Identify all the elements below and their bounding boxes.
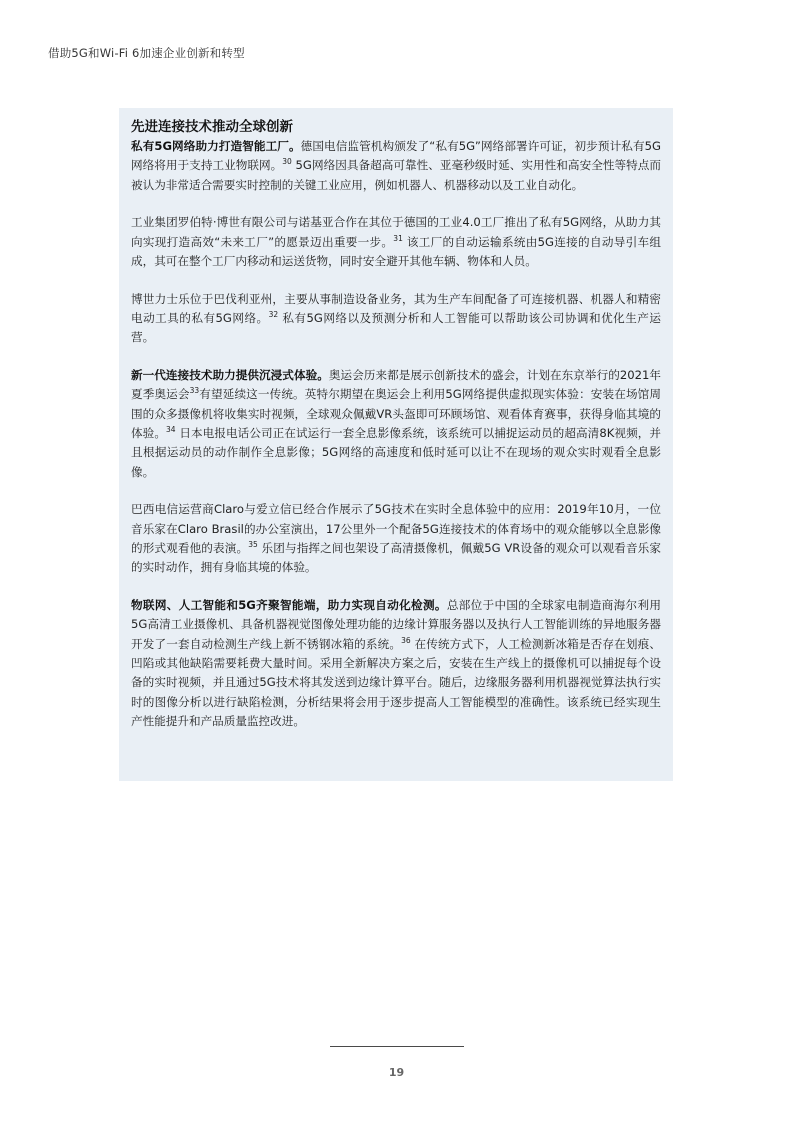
paragraph-text: 乐团与指挥之间也架设了高清摄像机，佩戴5G VR设备的观众可以观看音乐家的实时动作，拥有身临其境的体验。 [131, 541, 661, 575]
paragraph-text: 奥运会历来都是展示创新技术的盛会，计划在东京举行的2021年夏季奥运会 [131, 368, 661, 402]
footnote-ref-31[interactable]: 31 [393, 233, 403, 243]
paragraph-text: 日本电报电话公司正在试运行一套全息影像系统，该系统可以捕捉运动员的超高清8K视频，并且根据运动员的动作制作全息影像；5G网络的高速度和低时延可以让不在现场的观众实时观看全息影像。 [131, 426, 661, 479]
footnote-ref-33[interactable]: 33 [189, 386, 200, 396]
footnote-ref-30[interactable]: 30 [282, 157, 292, 167]
paragraph-private-5g-smart-factory [131, 137, 661, 195]
paragraph-text: 博世力士乐位于巴伐利亚州，主要从事制造设备业务，其为生产车间配备了可连接机器、机器人和精密电动工具的私有5G网络。 [131, 291, 661, 326]
paragraph-text: 工业集团罗伯特·博世有限公司与诺基亚合作在其位于德国的工业4.0工厂推出了私有5G网络，从助力其向实现打造高效“未来工厂”的愿景迈出重要一步。 [131, 215, 661, 249]
page-number: 19 [388, 1066, 405, 1079]
paragraph-lead: 私有5G网络助力打造智能工厂。 [131, 139, 301, 153]
paragraph-bosch-nokia [131, 213, 661, 271]
paragraph-claro-ericsson [131, 500, 661, 577]
paragraph-text: 德国电信监管机构颁发了“私有5G”网络部署许可证，初步预计私有5G网络将用于支持工业物联网。 [131, 139, 661, 173]
case-study-box [119, 108, 673, 781]
paragraph-text: 该工厂的自动运输系统由5G连接的自动导引车组成，其可在整个工厂内移动和运送货物，同时安全避开其他车辆、物体和人员。 [131, 234, 661, 268]
paragraph-text: 有望延续这一传统。英特尔期望在奥运会上利用5G网络提供虚拟现实体验：安装在场馆周围的众多摄像机将收集实时视频，全球观众佩戴VR头盔即可环顾场馆、观看体育赛事，获得身临其境的体验。 [131, 387, 661, 441]
paragraph-lead: 新一代连接技术助力提供沉浸式体验。 [131, 368, 329, 383]
footnote-ref-35[interactable]: 35 [248, 540, 258, 550]
footnote-ref-36[interactable]: 36 [401, 635, 411, 645]
paragraph-text: 在传统方式下，人工检测新冰箱是否存在划痕、凹陷或其他缺陷需要耗费大量时间。采用全新解决方案之后，安装在生产线上的摄像机可以捕捉每个设备的实时视频，并且通过5G技术将其发送到边缘计算平台。随后，边缘服务器利用机器视觉算法执行实时的图像分析以进行缺陷检测，分析结果将会用于逐步提高人工智能模型的准确性。该系统已经实现生产性能提升和产品质量监控改进。 [131, 636, 661, 728]
footnote-ref-34[interactable]: 34 [166, 425, 176, 435]
footer-divider [330, 1046, 464, 1047]
running-header: 借助5G和Wi-Fi 6加速企业创新和转型 [48, 46, 245, 60]
paragraph-text: 总部位于中国的全球家电制造商海尔利用 5G高清工业摄像机、具备机器视觉图像处理功能的边缘计算服务器以及执行人工智能训练的异地服务器开发了一套自动检测生产线上新不锈钢冰箱的系统。 [131, 598, 661, 651]
paragraph-text: 5G网络因具备超高可靠性、亚毫秒级时延、实用性和高安全性等特点而被认为非常适合需要实时控制的关键工业应用，例如机器人、机器移动以及工业自动化。 [131, 158, 661, 192]
paragraph-text: 私有5G网络以及预测分析和人工智能可以帮助该公司协调和优化生产运营。 [131, 311, 661, 345]
footnote-ref-32[interactable]: 32 [268, 310, 279, 320]
paragraph-haier-inspection [131, 596, 661, 731]
paragraph-bosch-rexroth [131, 290, 661, 348]
case-box-title: 先进连接技术推动全球创新 [131, 119, 293, 135]
paragraph-immersive-experience [131, 366, 661, 482]
paragraph-lead: 物联网、人工智能和5G齐聚智能端，助力实现自动化检测。 [131, 598, 447, 613]
paragraph-text: 巴西电信运营商Claro与爱立信已经合作展示了5G技术在实时全息体验中的应用：2019年10月，一位音乐家在Claro Brasil的办公室演出，17公里外一个配备5G连接技术的体育场中的观众能够以全息影像的形式观看他的表演。 [131, 502, 661, 556]
